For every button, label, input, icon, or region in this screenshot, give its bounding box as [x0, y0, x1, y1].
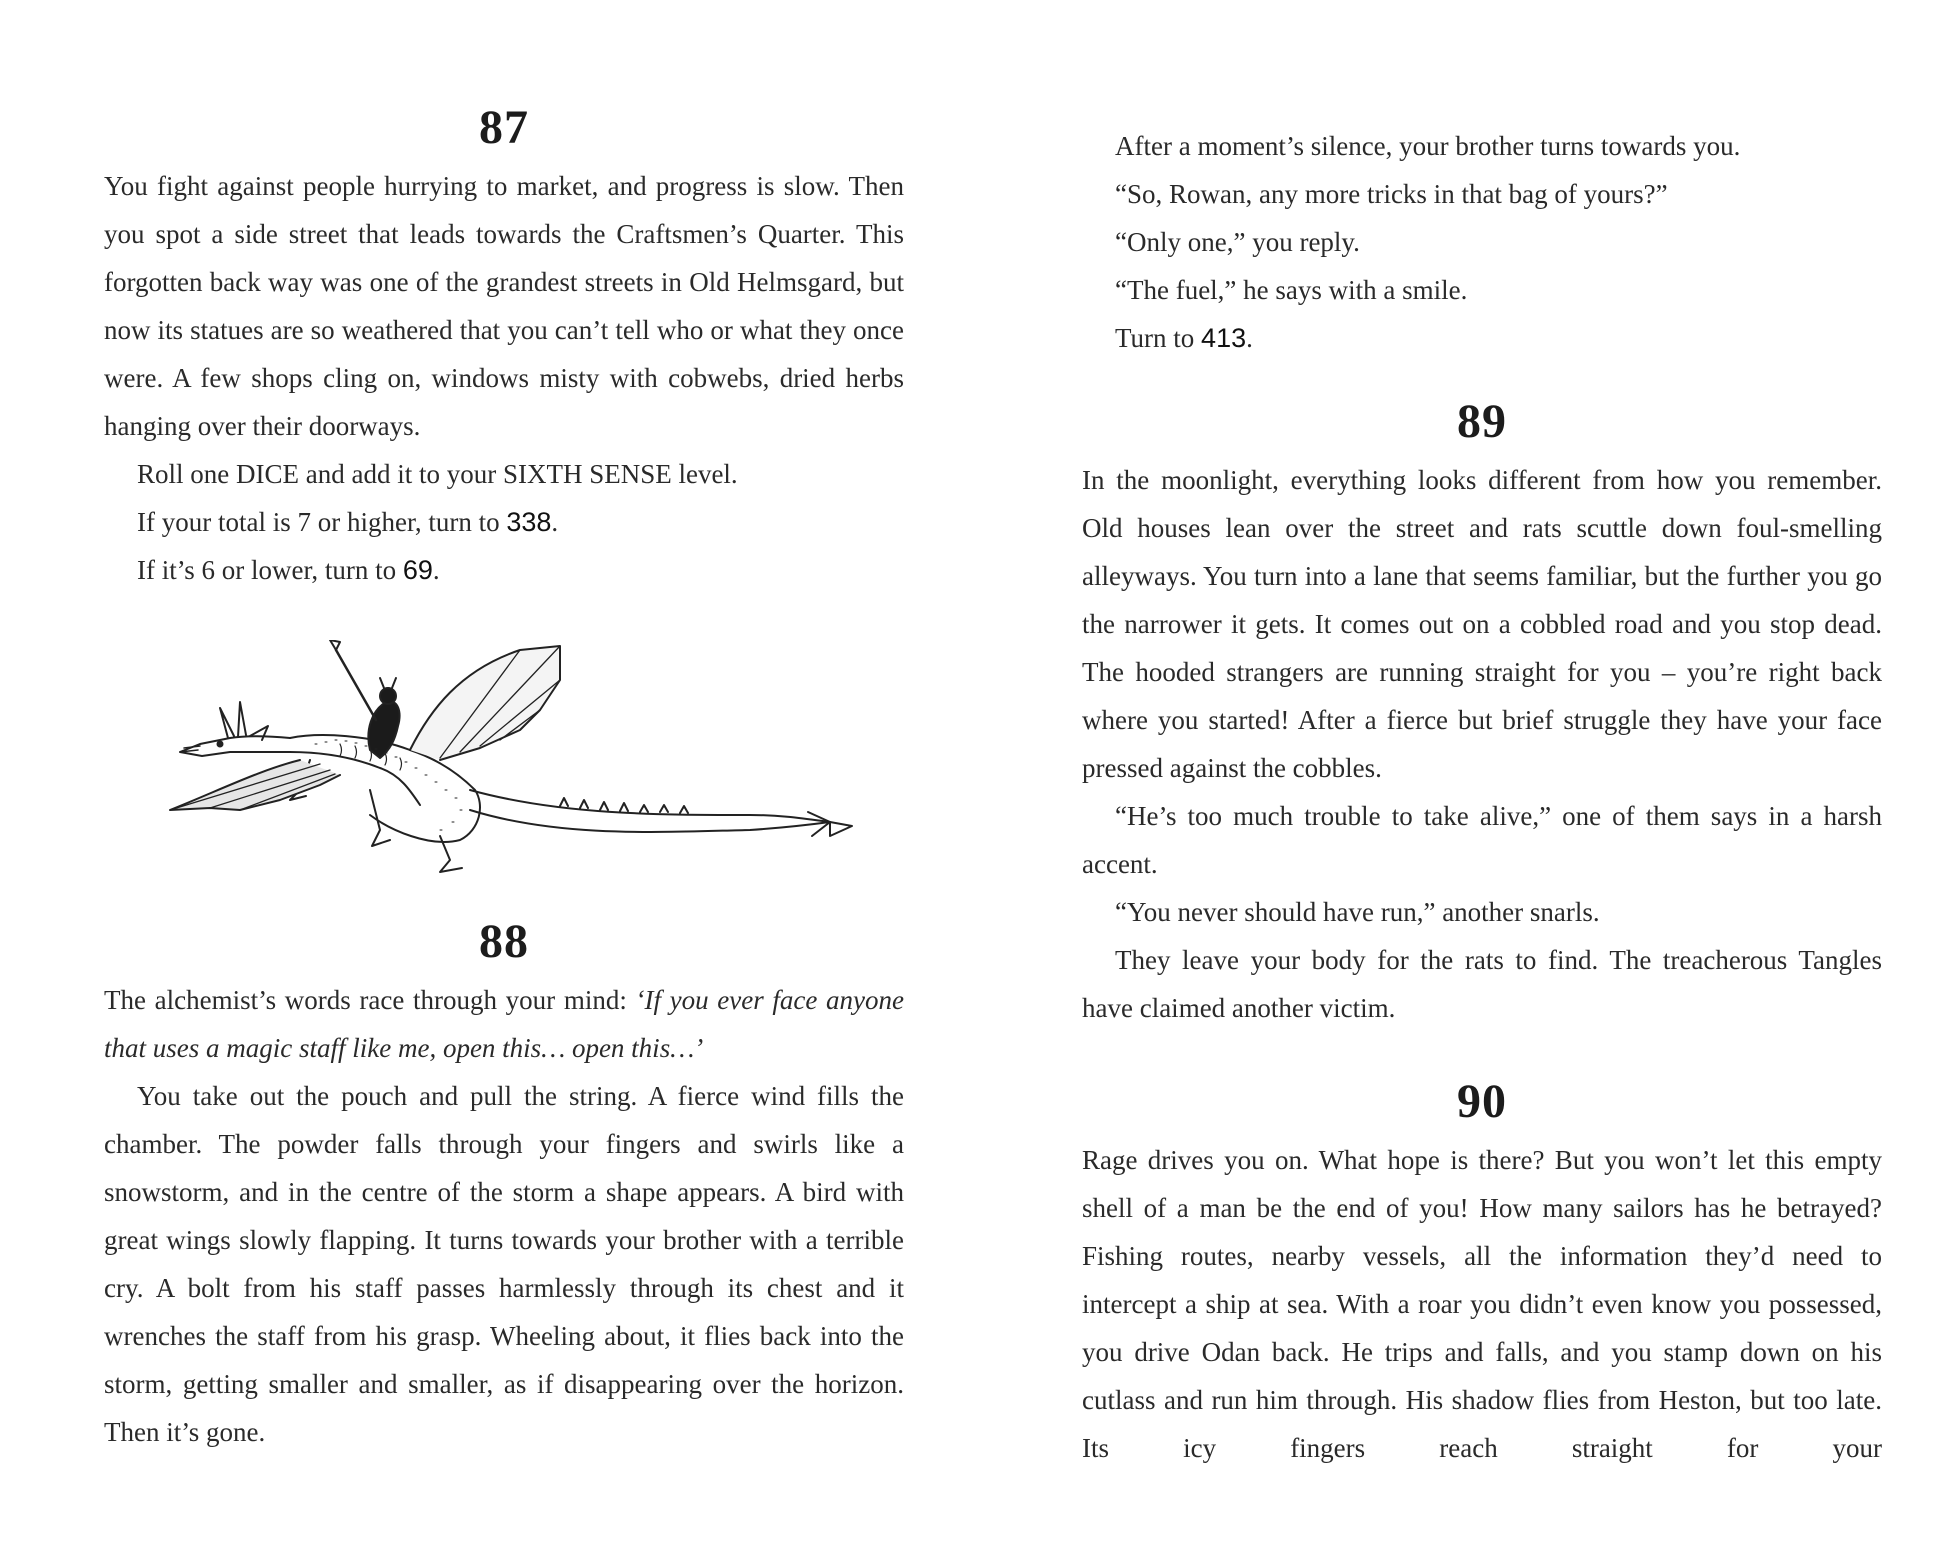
section-88-continued-paragraph-1: After a moment’s silence, your brother turns towards you.	[1115, 131, 1741, 161]
section-88-continued-paragraph-2: “So, Rowan, any more tricks in that bag of yours?”	[1115, 179, 1668, 209]
turn-to-413-link[interactable]: 413	[1201, 323, 1247, 353]
section-89-paragraph-3: “You never should have run,” another snarls.	[1115, 897, 1600, 927]
section-87-paragraph-2: Roll one DICE and add it to your SIXTH SENSE level.	[137, 459, 738, 489]
section-number-89: 89	[1457, 395, 1507, 448]
section-87-paragraph-3: If your total is 7 or higher, turn to 338.	[137, 507, 559, 537]
turn-to-69-link[interactable]: 69	[402, 555, 433, 585]
turn-to-338-link[interactable]: 338	[506, 507, 552, 537]
section-89-paragraph-1: In the moonlight, everything looks different from how you remember. Old houses lean over the street and rats scuttle down foul-smelling alleyways. You turn into a lane that seems familiar, but the further you go the narrower it gets. It comes out on a cobbled road and you stop dead. The hooded strangers are running straight for you – you’re right back where you started! After a fierce but brief struggle they have your face pressed against the cobbles.	[1082, 465, 1882, 783]
section-90-paragraph-1: Rage drives you on. What hope is there? But you won’t let this empty shell of a man be the end of you! How many sailors has he betrayed? Fishing routes, nearby vessels, all the information they’d need to intercept a ship at sea. With a roar you didn’t even know you possessed, you drive Odan back. He trips and falls, and you stamp down on his cutlass and run him through. His shadow flies from Heston, but too late. Its icy fingers reach straight for your	[1082, 1145, 1882, 1463]
section-89-paragraph-2: “He’s too much trouble to take alive,” one of them says in a harsh accent.	[1082, 801, 1882, 879]
section-88-continued-paragraph-5: Turn to 413.	[1115, 323, 1253, 353]
section-89-paragraph-4: They leave your body for the rats to find. The treacherous Tangles have claimed another victim.	[1082, 945, 1882, 1023]
right-page	[1082, 0, 1882, 1472]
section-88-continued-paragraph-3: “Only one,” you reply.	[1115, 227, 1360, 257]
dragon-with-rider-illustration	[140, 640, 880, 900]
section-88-paragraph-1: The alchemist’s words race through your mind: ‘If you ever face anyone that uses a magic staff like me, open this… open this…’	[104, 985, 904, 1063]
section-number-87: 87	[479, 101, 529, 154]
section-number-88: 88	[479, 915, 529, 968]
section-87-paragraph-4: If it’s 6 or lower, turn to 69.	[137, 555, 440, 585]
section-88-paragraph-2: You take out the pouch and pull the string. A fierce wind fills the chamber. The powder falls through your fingers and swirls like a snowstorm, and in the centre of the storm a shape appears. A bird with great wings slowly flapping. It turns towards your brother with a terrible cry. A bolt from his staff passes harmlessly through its chest and it wrenches the staff from his grasp. Wheeling about, it flies back into the storm, getting smaller and smaller, as if disappearing over the horizon. Then it’s gone.	[104, 1081, 904, 1447]
section-87-paragraph-1: You fight against people hurrying to market, and progress is slow. Then you spot a side street that leads towards the Craftsmen’s Quarter. This forgotten back way was one of the grandest streets in Old Helmsgard, but now its statues are so weathered that you can’t tell who or what they once were. A few shops cling on, windows misty with cobwebs, dried herbs hanging over their doorways.	[104, 171, 904, 441]
section-number-90: 90	[1457, 1075, 1507, 1128]
section-88-continued-paragraph-4: “The fuel,” he says with a smile.	[1115, 275, 1468, 305]
alchemist-quote: ‘If you ever face anyone that uses a magic staff like me, open this… open this…’	[104, 985, 904, 1063]
